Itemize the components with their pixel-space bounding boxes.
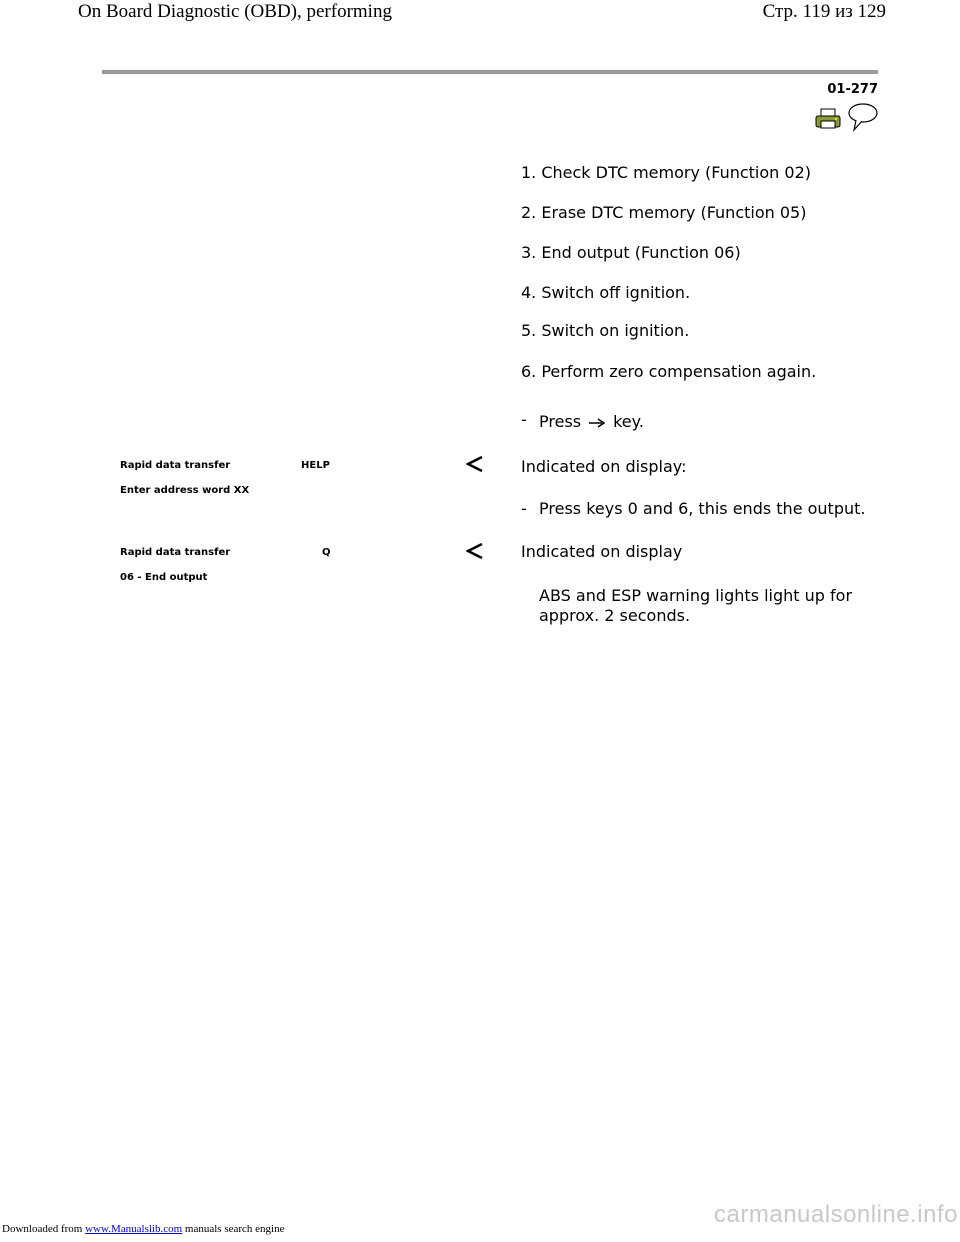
step-item: 3. End output (Function 06) (521, 243, 741, 262)
key-label: key. (613, 412, 644, 431)
printer-icon[interactable] (815, 108, 841, 130)
action-instruction: Press keys 0 and 6, this ends the output. (539, 499, 866, 518)
speech-bubble-icon[interactable] (847, 102, 879, 132)
manualslib-link[interactable]: www.Manualslib.com (85, 1223, 183, 1235)
step-item: 2. Erase DTC memory (Function 05) (521, 203, 807, 222)
download-footer (2, 1223, 284, 1235)
display-text: HELP (301, 460, 330, 471)
page-counter: Стр. 119 из 129 (762, 1, 886, 22)
press-label: Press (539, 412, 582, 431)
display-text: Q (322, 547, 331, 558)
display-text: 06 - End output (120, 572, 208, 583)
header-divider (102, 70, 878, 74)
footer-prefix: Downloaded from (2, 1223, 86, 1235)
pointer-marker-icon (466, 455, 484, 473)
indicated-on-display: Indicated on display: (521, 457, 687, 476)
document-title: On Board Diagnostic (OBD), performing (78, 1, 392, 22)
arrow-right-icon (587, 417, 607, 429)
watermark: carmanualsonline.info (714, 1201, 958, 1228)
press-instruction (539, 412, 644, 432)
doc-code: 01-277 (827, 82, 878, 97)
step-item: 1. Check DTC memory (Function 02) (521, 163, 811, 182)
note-line: ABS and ESP warning lights light up for (539, 586, 853, 605)
step-item: 5. Switch on ignition. (521, 321, 690, 340)
pointer-marker-icon (466, 542, 484, 560)
bullet-dash: - (521, 499, 527, 518)
footer-suffix: manuals search engine (182, 1223, 285, 1235)
display-text: Rapid data transfer (120, 460, 231, 471)
display-text: Enter address word XX (120, 485, 250, 496)
step-item: 4. Switch off ignition. (521, 283, 691, 302)
note-line: approx. 2 seconds. (539, 606, 691, 625)
display-text: Rapid data transfer (120, 547, 231, 558)
step-item: 6. Perform zero compensation again. (521, 362, 817, 381)
indicated-on-display: Indicated on display (521, 542, 683, 561)
bullet-dash: - (521, 410, 527, 429)
